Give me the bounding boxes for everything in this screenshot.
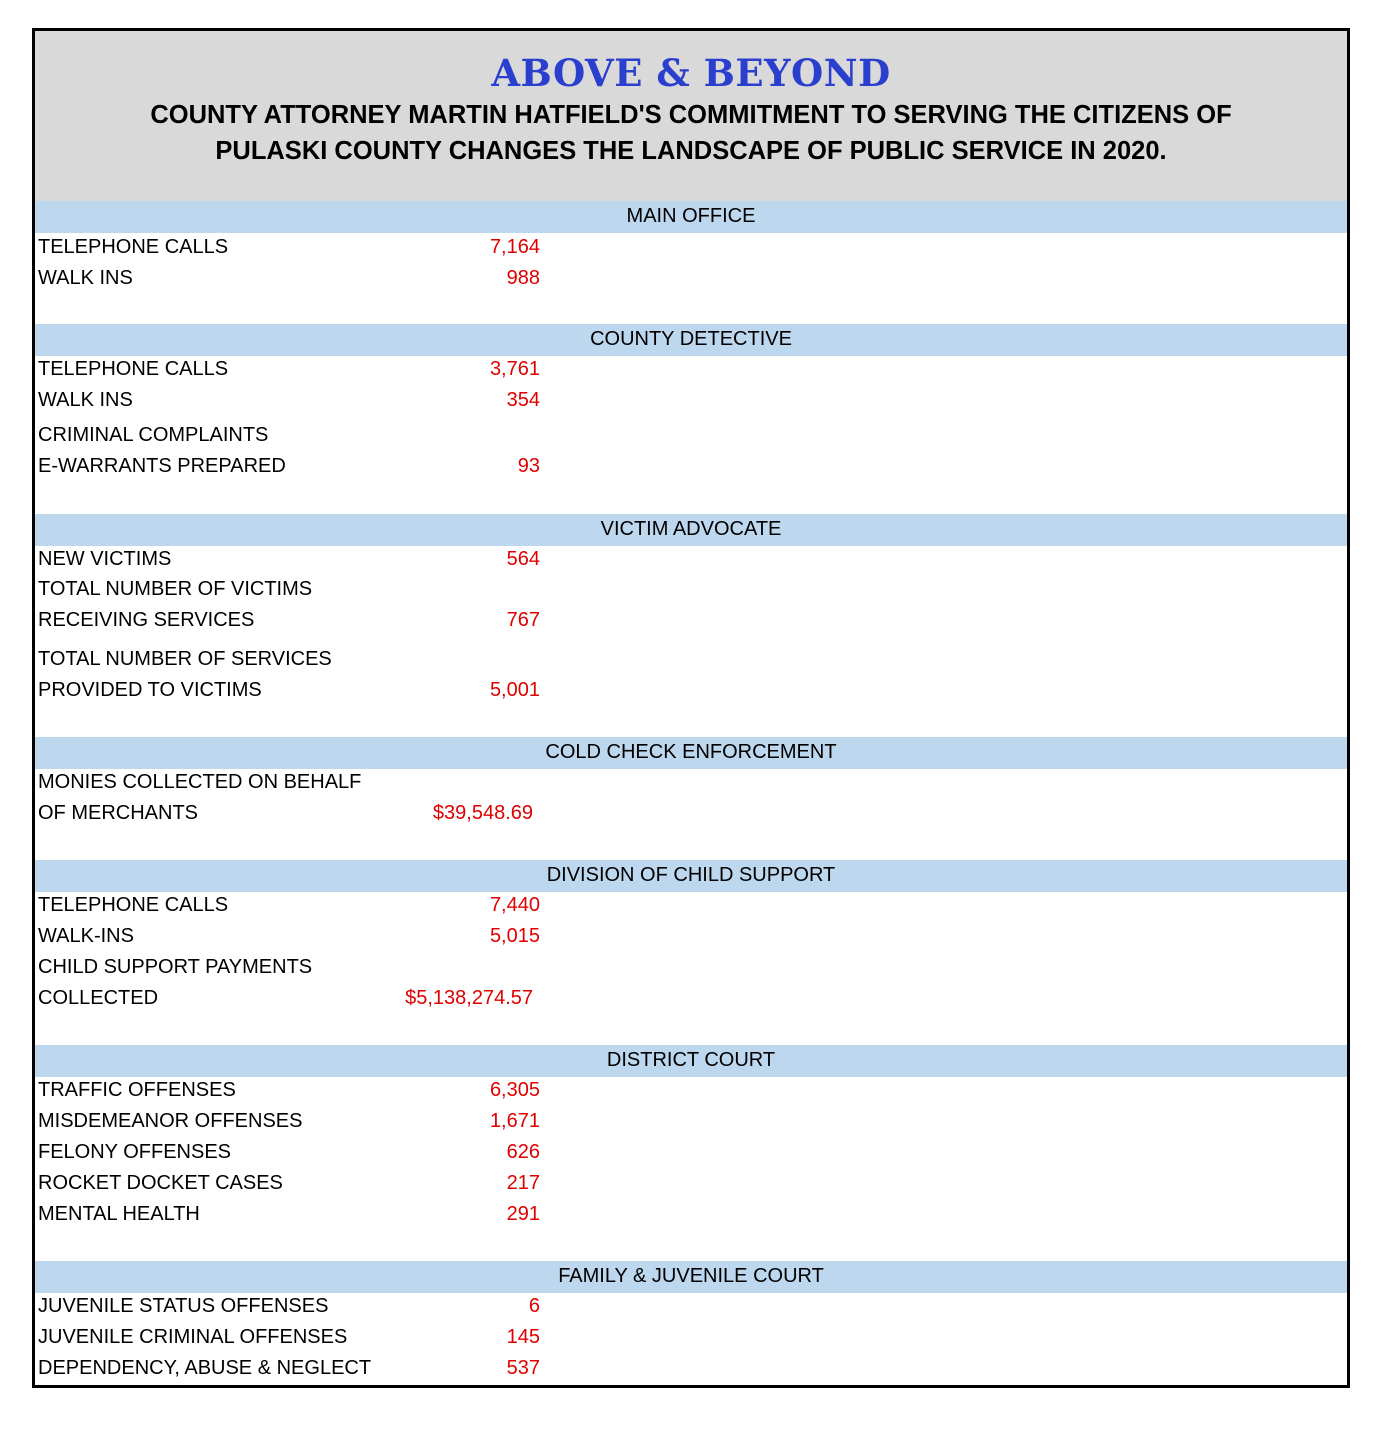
stat-label: ROCKET DOCKET CASES <box>38 1172 283 1194</box>
stat-value: $39,548.69 <box>432 802 533 824</box>
stat-label: PROVIDED TO VICTIMS <box>38 679 262 701</box>
stat-label: TELEPHONE CALLS <box>38 894 229 916</box>
stat-value: 7,440 <box>489 894 540 916</box>
report-title: ABOVE & BEYOND <box>491 51 891 95</box>
stat-value: 537 <box>506 1357 540 1379</box>
stat-value: $5,138,274.57 <box>405 987 533 1009</box>
stat-row <box>38 925 1338 955</box>
stat-label: JUVENILE STATUS OFFENSES <box>38 1295 329 1317</box>
section-county-detective <box>35 324 1347 356</box>
stat-row <box>38 548 1338 578</box>
stat-value: 564 <box>506 548 540 570</box>
section-heading: DIVISION OF CHILD SUPPORT <box>546 864 836 886</box>
section-heading: MAIN OFFICE <box>626 205 756 227</box>
stat-row <box>38 894 1338 924</box>
stat-value: 7,164 <box>489 236 540 258</box>
stat-row <box>38 1110 1338 1140</box>
report-subtitle <box>35 97 1347 169</box>
stat-value: 6 <box>528 1295 540 1317</box>
stat-row <box>38 1172 1338 1202</box>
stat-value: 93 <box>517 455 540 477</box>
stat-label: E-WARRANTS PREPARED <box>38 455 286 477</box>
section-family-juvenile <box>35 1261 1347 1293</box>
stat-value: 354 <box>506 389 540 411</box>
stat-label: CRIMINAL COMPLAINTS <box>38 424 269 446</box>
stat-row <box>38 609 1338 639</box>
stat-row <box>38 389 1338 419</box>
section-child-support <box>35 860 1347 892</box>
section-cold-check <box>35 737 1347 769</box>
stat-label: TELEPHONE CALLS <box>38 236 229 258</box>
stat-label: WALK INS <box>38 267 133 289</box>
stat-row <box>38 1079 1338 1109</box>
stat-label: MENTAL HEALTH <box>38 1203 200 1225</box>
report-frame <box>32 28 1350 1388</box>
stat-row <box>38 1295 1338 1325</box>
stat-value: 145 <box>506 1326 540 1348</box>
stat-label: FELONY OFFENSES <box>38 1141 232 1163</box>
stat-row <box>38 424 1338 454</box>
section-district-court <box>35 1045 1347 1077</box>
stat-label: NEW VICTIMS <box>38 548 172 570</box>
stat-row <box>38 236 1338 266</box>
stat-label: MONIES COLLECTED ON BEHALF <box>38 771 362 793</box>
section-heading: COUNTY DETECTIVE <box>590 328 792 350</box>
stat-row <box>38 648 1338 678</box>
report-header <box>35 31 1347 201</box>
stat-label: MISDEMEANOR OFFENSES <box>38 1110 303 1132</box>
stat-value: 217 <box>506 1172 540 1194</box>
stat-label: TELEPHONE CALLS <box>38 358 229 380</box>
section-victim-advocate <box>35 514 1347 546</box>
section-main-office <box>35 201 1347 233</box>
stat-value: 291 <box>506 1203 540 1225</box>
stat-row <box>38 1357 1338 1387</box>
stat-value: 1,671 <box>489 1110 540 1132</box>
stat-value: 5,001 <box>489 679 540 701</box>
stat-row <box>38 455 1338 485</box>
stat-row <box>38 1326 1338 1356</box>
stat-label: TOTAL NUMBER OF VICTIMS <box>38 578 313 600</box>
stat-row <box>38 358 1338 388</box>
stat-value: 6,305 <box>489 1079 540 1101</box>
stat-row <box>38 1141 1338 1171</box>
stat-label: OF MERCHANTS <box>38 802 198 824</box>
stat-label: CHILD SUPPORT PAYMENTS <box>38 956 313 978</box>
stat-label: TRAFFIC OFFENSES <box>38 1079 236 1101</box>
stat-value: 3,761 <box>489 358 540 380</box>
stat-label: DEPENDENCY, ABUSE & NEGLECT <box>38 1357 372 1379</box>
stat-value: 988 <box>506 267 540 289</box>
stat-label: JUVENILE CRIMINAL OFFENSES <box>38 1326 348 1348</box>
section-heading: DISTRICT COURT <box>606 1049 776 1071</box>
stat-row <box>38 802 1338 832</box>
stat-value: 5,015 <box>489 925 540 947</box>
stat-label: COLLECTED <box>38 987 159 1009</box>
stat-row <box>38 771 1338 801</box>
section-heading: VICTIM ADVOCATE <box>600 518 782 540</box>
stat-label: WALK INS <box>38 389 133 411</box>
stat-row <box>38 987 1338 1017</box>
stat-row <box>38 956 1338 986</box>
stat-row <box>38 267 1338 297</box>
stat-row <box>38 1203 1338 1233</box>
stat-row <box>38 578 1338 608</box>
subtitle-line-2: PULASKI COUNTY CHANGES THE LANDSCAPE OF PUBLIC SERVICE IN 2020. <box>215 137 1167 165</box>
section-heading: FAMILY & JUVENILE COURT <box>558 1265 824 1287</box>
stat-value: 626 <box>506 1141 540 1163</box>
stat-value: 767 <box>506 609 540 631</box>
stat-label: TOTAL NUMBER OF SERVICES <box>38 648 332 670</box>
subtitle-line-1: COUNTY ATTORNEY MARTIN HATFIELD'S COMMITMENT TO SERVING THE CITIZENS OF <box>150 101 1232 129</box>
section-heading: COLD CHECK ENFORCEMENT <box>545 741 837 763</box>
stat-label: WALK-INS <box>38 925 134 947</box>
stat-label: RECEIVING SERVICES <box>38 609 255 631</box>
stat-row <box>38 679 1338 709</box>
